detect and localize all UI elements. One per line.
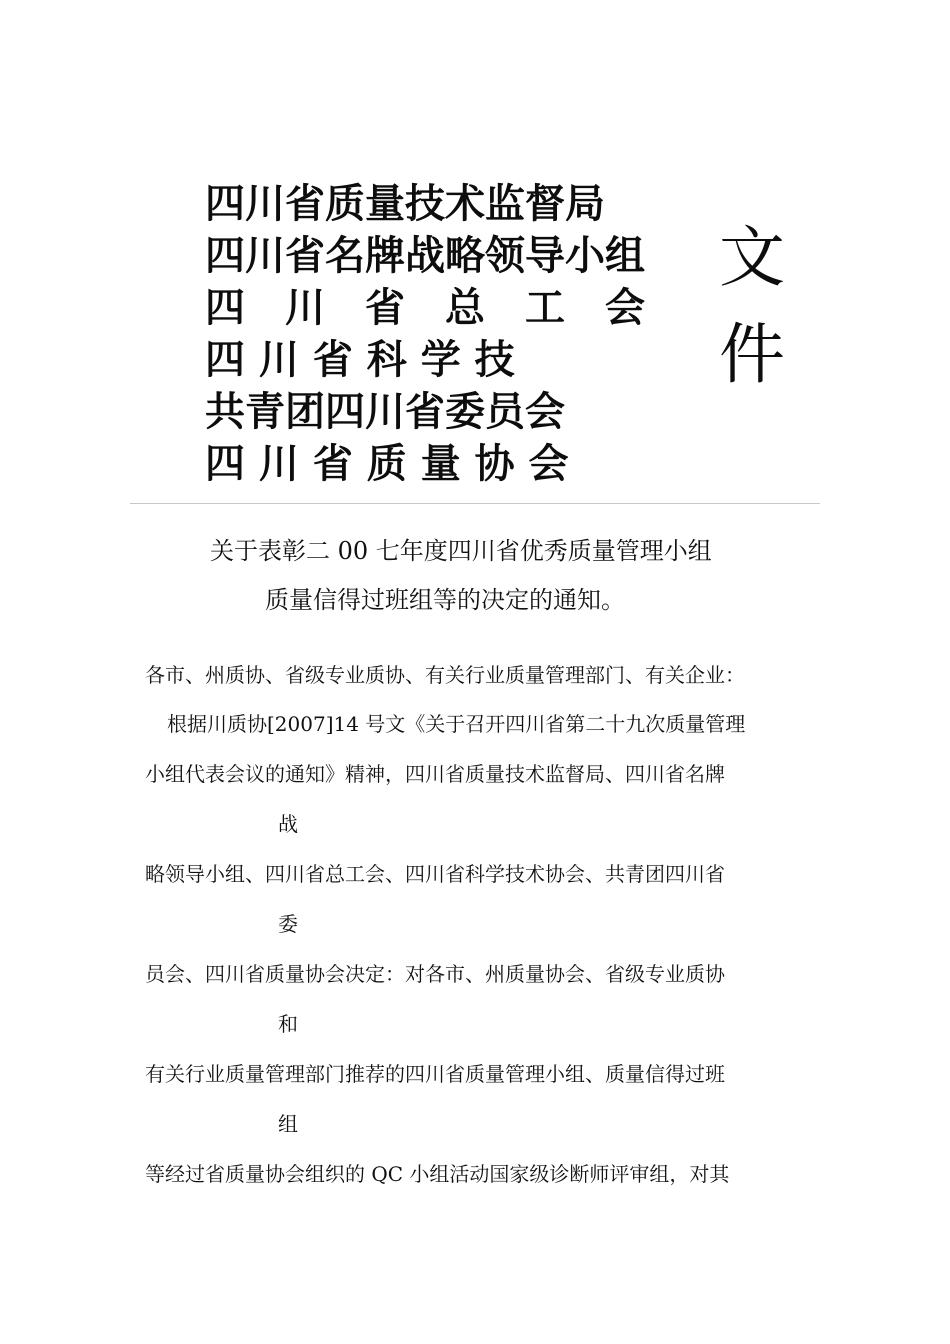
addressee-line: 各市、州质协、省级专业质协、有关行业质量管理部门、有关企业： — [145, 663, 745, 687]
issuer-science-tech: 四 川 省 科 学 技 — [205, 337, 515, 383]
body-paragraph-line: 战 — [278, 812, 298, 836]
body-paragraph-line: 等经过省质量协会组织的 QC 小组活动国家级诊断师评审组，对其 — [145, 1162, 730, 1186]
body-paragraph-line: 有关行业质量管理部门推荐的四川省质量管理小组、质量信得过班 — [145, 1062, 725, 1086]
notice-title-line-2: 质量信得过班组等的决定的通知。 — [265, 586, 625, 614]
document-word-wen: 文 — [719, 219, 785, 296]
notice-title-line-1: 关于表彰二 00 七年度四川省优秀质量管理小组 — [210, 537, 712, 565]
body-paragraph-line: 小组代表会议的通知》精神，四川省质量技术监督局、四川省名牌 — [145, 762, 725, 786]
header-divider — [130, 503, 820, 504]
body-paragraph-line: 组 — [278, 1112, 298, 1136]
issuer-quality-association: 四 川 省 质 量 协 会 — [205, 441, 569, 487]
issuer-youth-league: 共青团四川省委员会 — [205, 389, 565, 435]
issuer-trade-union: 四 川 省 总 工 会 — [205, 285, 645, 331]
body-paragraph-line: 和 — [278, 1012, 298, 1036]
body-paragraph-line: 员会、四川省质量协会决定：对各市、州质量协会、省级专业质协 — [145, 962, 725, 986]
issuer-brand-strategy-group: 四川省名牌战略领导小组 — [205, 233, 645, 279]
body-paragraph-line: 略领导小组、四川省总工会、四川省科学技术协会、共青团四川省 — [145, 862, 725, 886]
body-paragraph-line: 委 — [278, 912, 298, 936]
body-paragraph-line: 根据川质协[2007]14 号文《关于召开四川省第二十九次质量管理 — [167, 712, 746, 736]
issuer-quality-bureau: 四川省质量技术监督局 — [205, 181, 605, 227]
document-word-jian: 件 — [719, 316, 785, 393]
